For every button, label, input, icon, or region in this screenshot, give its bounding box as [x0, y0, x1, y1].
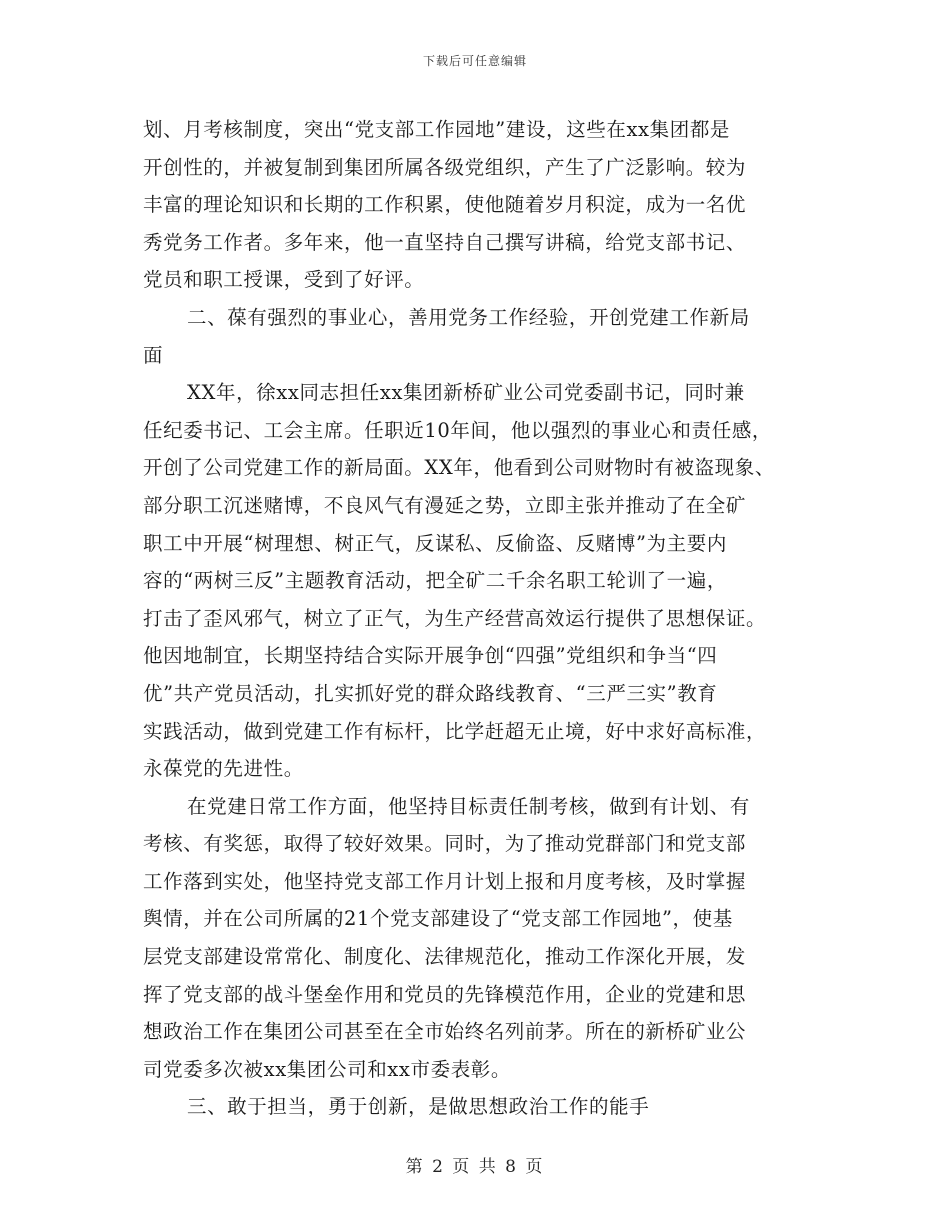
text-line: 打击了歪风邪气，树立了正气，为生产经营高效运行提供了思想保证。 — [143, 606, 767, 630]
text-line: 永葆党的先进性。 — [143, 757, 304, 781]
text-line: 任纪委书记、工会主席。任职近10年间，他以强烈的事业心和责任感， — [143, 418, 773, 442]
text-line: 层党支部建设常常化、制度化、法律规范化，推动工作深化开展，发 — [143, 945, 747, 969]
text-line: 实践活动，做到党建工作有标杆，比学赶超无止境，好中求好高标准， — [143, 719, 767, 743]
text-line: 秀党务工作者。多年来，他一直坚持自己撰写讲稿，给党支部书记、 — [143, 230, 747, 254]
text-line: 开创了公司党建工作的新局面。XX年，他看到公司财物时有被盗现象、 — [143, 456, 775, 480]
text-line: 考核、有奖惩，取得了较好效果。同时，为了推动党群部门和党支部 — [143, 832, 747, 856]
text-line: 划、月考核制度，突出“党支部工作园地”建设，这些在xx集团都是 — [143, 118, 731, 141]
text-line: XX年，徐xx同志担任xx集团新桥矿业公司党委副书记，同时兼 — [187, 381, 745, 405]
text-line: 优”共产党员活动，扎实抓好党的群众路线教育、“三严三实”教育 — [143, 681, 718, 705]
text-line: 舆情，并在公司所属的21个党支部建设了“党支部工作园地”，使基 — [143, 907, 733, 931]
text-line: 在党建日常工作方面，他坚持目标责任制考核，做到有计划、有 — [187, 794, 750, 818]
text-line: 党员和职工授课，受到了好评。 — [143, 268, 425, 292]
text-line: 容的“两树三反”主题教育活动，把全矿二千余名职工轮训了一遍， — [143, 569, 727, 593]
text-line: 想政治工作在集团公司甚至在全市始终名列前茅。所在的新桥矿业公 — [143, 1020, 747, 1044]
page-header-note: 下载后可任意编辑 — [422, 54, 527, 68]
text-line: 工作落到实处，他坚持党支部工作月计划上报和月度考核，及时掌握 — [143, 869, 747, 893]
text-line: 他因地制宜，长期坚持结合实际开展争创“四强”党组织和争当“四 — [143, 644, 718, 668]
text-line: 职工中开展“树理想、树正气，反谋私、反偷盗、反赌博”为主要内 — [143, 531, 727, 555]
section-heading: 三、敢于担当，勇于创新，是做思想政治工作的能手 — [187, 1095, 650, 1119]
text-line: 挥了党支部的战斗堡垒作用和党员的先锋模范作用，企业的党建和思 — [143, 982, 747, 1006]
text-line: 部分职工沉迷赌博，不良风气有漫延之势，立即主张并推动了在全矿 — [143, 493, 747, 517]
section-heading: 二、葆有强烈的事业心，善用党务工作经验，开创党建工作新局 — [187, 305, 750, 329]
page-number: 第 2 页 共 8 页 — [405, 1157, 545, 1177]
section-heading-continued: 面 — [143, 343, 164, 367]
text-line: 丰富的理论知识和长期的工作积累，使他随着岁月积淀，成为一名优 — [143, 193, 747, 217]
text-line: 司党委多次被xx集团公司和xx市委表彰。 — [143, 1057, 511, 1081]
text-line: 开创性的，并被复制到集团所属各级党组织，产生了广泛影响。较为 — [143, 155, 747, 179]
document-body — [143, 111, 815, 1126]
